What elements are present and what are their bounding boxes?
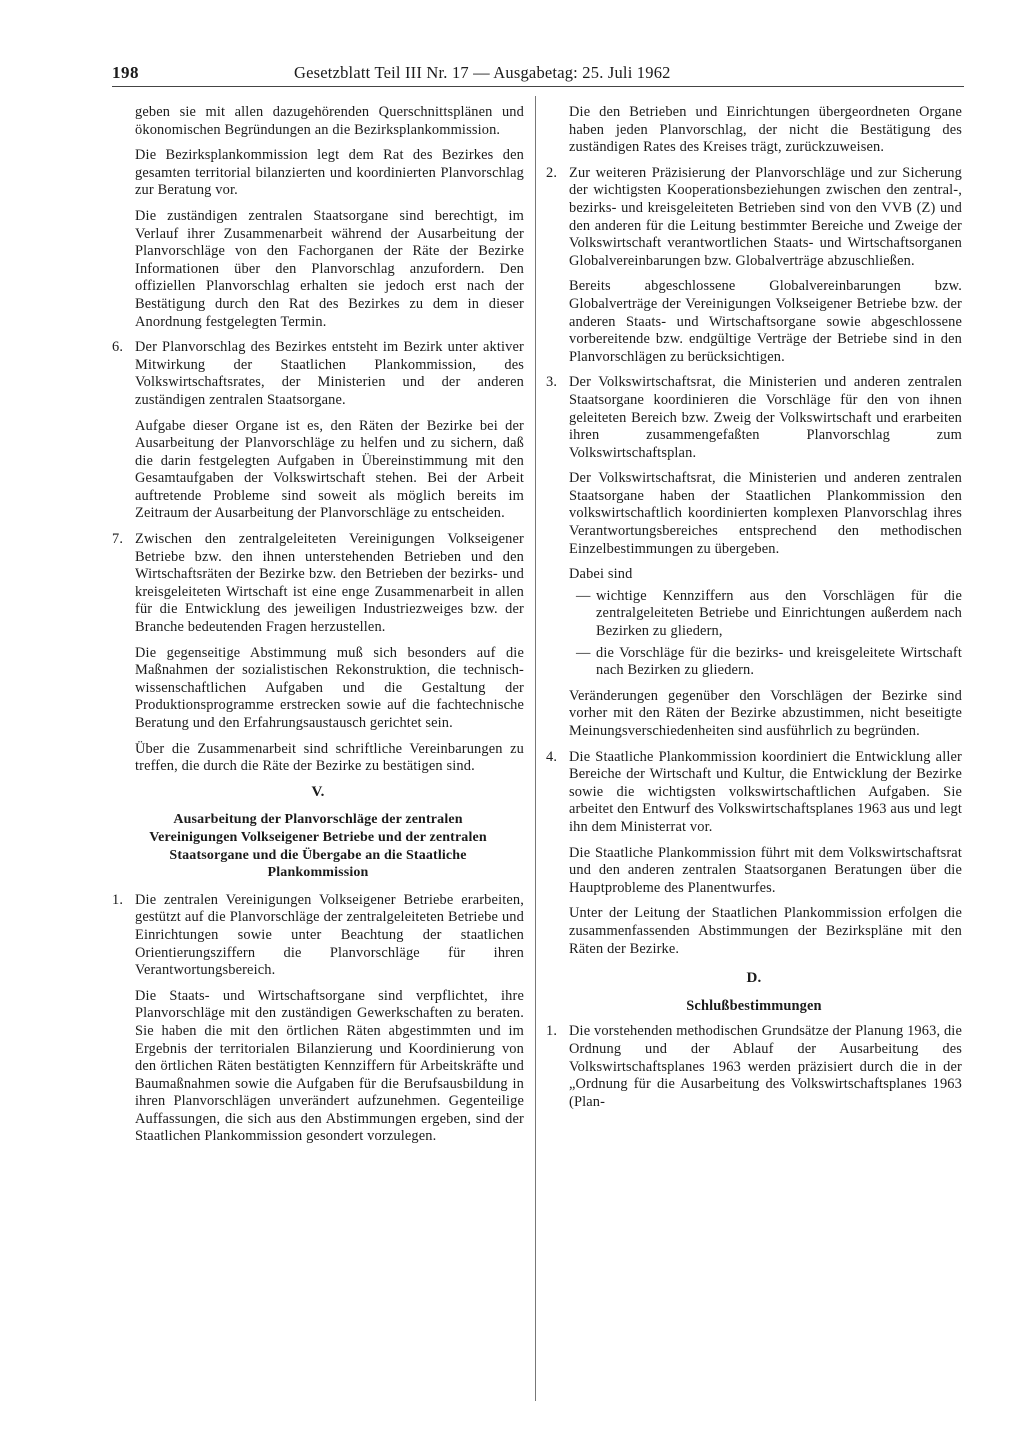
item-number: 3. [546,374,558,391]
paragraph: geben sie mit allen dazugehörenden Querschnittsplänen und ökonomischen Begründungen an die Bezirksplankommission. [135,104,524,138]
numbered-item-d1 [546,1023,962,1111]
paragraph: Veränderungen gegenüber den Vorschlägen der Bezirke sind vorher mit den Räten der Bezirke abzustimmen, nicht beseitigte Meinungsverschiedenheiten sind ausführlich zu begründen. [569,687,962,739]
paragraph: Die Staatliche Plankommission koordiniert die Entwicklung aller Bereiche der Wirtschaft und Kultur, die Entwicklung der Bezirke sowie die wichtigsten volkswirtschaftlichen Aufgaben. Sie arbeitet den Entwurf des Volkswirtschaftsplanes 1963 aus und legt ihn dem Ministerrat vor. [569,748,962,835]
paragraph: Dabei sind [569,566,633,583]
item-number: 1. [112,891,124,908]
section-number: V. [311,783,325,800]
page-header [112,60,964,87]
item-number: 6. [112,339,124,356]
dash-list-item [546,645,962,680]
page-number: 198 [112,63,139,82]
numbered-item-7 [112,531,524,776]
numbered-item-v1 [112,892,524,1146]
paragraph: Die Staatliche Plankommission führt mit dem Volkswirtschaftsrat und den anderen zentralen Staatsorganen Beratungen über die Hauptprobleme des Planentwurfes. [569,844,962,896]
right-column [546,104,962,1119]
section-heading-line: Plankommission [267,865,369,881]
numbered-item-6 [112,339,524,523]
left-column [112,104,524,1154]
paragraph: Aufgabe dieser Organe ist es, den Räten der Bezirke bei der Ausarbeitung der Planvorschläge zu helfen und zu sichern, daß die darin festgelegten Aufgaben in Übereinstimmung mit den Gesamtaufgaben der Volkswirtschaft stehen. Bei der Arbeit auftretende Probleme sind soweit als möglich bereits im Zeitraum der Ausarbeitung der Planvorschläge zu entscheiden. [135,417,524,522]
column-divider [535,96,536,1401]
paragraph: Die Staats- und Wirtschaftsorgane sind verpflichtet, ihre Planvorschläge mit den zuständigen Gewerkschaften zu beraten. Sie haben die mit den örtlichen Räten abgestimmten und im Ergebnis der territorialen Bilanzierung und Koordinierung von den örtlichen Räten bestätigten Kennziffern für Arbeitskräfte und Baumaßnahmen sowie die Aufgaben für die Berufsausbildung in ihren Planvorschlägen unverändert aufzunehmen. Gegenteilige Auffassungen, die sich aus den Abstimmungen ergeben, sind der Staatlichen Plankommission gesondert vorzulegen. [135,987,524,1145]
dash-marker: — [576,587,591,604]
item-number: 1. [546,1023,558,1040]
section-heading-line: Staatsorgane und die Übergabe an die Staatliche [169,847,467,863]
paragraph: Der Volkswirtschaftsrat, die Ministerien und anderen zentralen Staatsorgane haben der Staatlichen Plankommission den volkswirtschaftlich koordinierten komplexen Planvorschlag ihres Verantwortungsbereiches entsprechend den methodischen Einzelbestimmungen zu übergeben. [569,470,962,557]
section-letter: D. [746,970,762,987]
item-number: 7. [112,531,124,548]
dash-text: wichtige Kennziffern aus den Vorschlägen für die zentralgeleiteten Betriebe und Einrichtungen außerdem nach Bezirken zu gliedern, [596,587,962,640]
running-title: Gesetzblatt Teil III Nr. 17 — Ausgabetag: 25. Juli 1962 [294,63,671,82]
section-heading-line: Vereinigungen Volkseigener Betriebe und der zentralen [149,829,487,845]
section-heading: Schlußbestimmungen [686,997,822,1014]
paragraph: Unter der Leitung der Staatlichen Plankommission erfolgen die zusammenfassenden Abstimmungen der Bezirkspläne mit den Räten der Bezirke. [569,905,962,957]
paragraph: Der Volkswirtschaftsrat, die Ministerien und anderen zentralen Staatsorgane koordinieren die Vorschläge für den von ihnen geleiteten Bereich bzw. Zweig der Volkswirtschaft und erarbeiten ihren zusammengefaßten Planvorschlag zum Volkswirtschaftsplan. [569,374,962,461]
paragraph: Die zuständigen zentralen Staatsorgane sind berechtigt, im Verlauf ihrer Zusammenarbeit während der Ausarbeitung der Planvorschläge von den Fachorganen der Räte der Bezirke Informationen über den Planvorschlag anzufordern. Den offiziellen Planvorschlag erhalten sie jedoch erst nach der Bestätigung durch den Rat des Bezirkes zu dem in dieser Anordnung festgelegten Termin. [135,207,524,330]
paragraph: Über die Zusammenarbeit sind schriftliche Vereinbarungen zu treffen, die durch die Räte der Bezirke zu bestätigen sind. [135,740,524,775]
paragraph: Zur weiteren Präzisierung der Planvorschläge und zur Sicherung der wichtigsten Kooperationsbeziehungen zwischen den zentral-, bezirks- und kreisgeleiteten Betrieben sind von den VVB (Z) und den anderen für die Leitung bestimmter Bereiche und Zweige der Volkswirtschaft verantwortlichen Staats- und Wirtschaftsorganen Globalvereinbarungen bzw. Globalverträge abzuschließen. [569,164,962,269]
section-heading-line: Ausarbeitung der Planvorschläge der zentralen [173,812,463,828]
paragraph: Die den Betrieben und Einrichtungen übergeordneten Organe haben jeden Planvorschlag, der nicht die Bestätigung des zuständigen Rates des Kreises trägt, zurückzuweisen. [569,104,962,156]
numbered-item-4 [546,749,962,959]
numbered-item-2 [546,165,962,367]
paragraph: Die vorstehenden methodischen Grundsätze der Planung 1963, die Ordnung und der Ablauf der Ausarbeitung des Volkswirtschaftsplanes 1963 werden präzisiert durch die in der „Ordnung für die Ausarbeitung des Volkswirtschaftsplanes 1963 (Plan- [569,1023,962,1110]
dash-text: die Vorschläge für die bezirks- und kreisgeleitete Wirtschaft nach Bezirken zu gliedern. [596,644,962,679]
paragraph: Die Bezirksplankommission legt dem Rat des Bezirkes den gesamten territorial bilanzierten und koordinierten Planvorschlag zur Beratung vor. [135,147,524,199]
paragraph: Die gegenseitige Abstimmung muß sich besonders auf die Maßnahmen der sozialistischen Rekonstruktion, die technisch-wissenschaftlichen Aufgaben und die Gestaltung der Produktionsprogramme erstrecken sowie auf die fachtechnische Beratung und den Erfahrungsaustausch gerichtet sein. [135,644,524,731]
item-number: 4. [546,748,558,765]
paragraph: Der Planvorschlag des Bezirkes entsteht im Bezirk unter aktiver Mitwirkung der Staatlichen Plankommission, des Volkswirtschaftsrates, der Ministerien und der anderen zuständigen zentralen Staatsorgane. [135,339,524,408]
numbered-item-3 [546,374,962,740]
section-heading [112,811,524,881]
item-number: 2. [546,164,558,181]
dash-marker: — [576,644,591,661]
dash-list-item [546,588,962,641]
paragraph: Zwischen den zentralgeleiteten Vereinigungen Volkseigener Betriebe bzw. den ihnen unterstehenden Betrieben und den Wirtschaftsräten der Bezirke bzw. den Betrieben der bezirks- und kreisgeleiteten Wirtschaft ist eine enge Zusammenarbeit in allen für die Entwicklung des jeweiligen Industriezweiges bzw. der Branche bedeutenden Fragen herzustellen. [135,531,524,636]
paragraph: Bereits abgeschlossene Globalvereinbarungen bzw. Globalverträge der Vereinigungen Volkseigener Betriebe bzw. der anderen Staats- und Wirtschaftsorgane sowie abgeschlossene vorbereitende bzw. endgültige Verträge der Betriebe sind in den Planvorschlägen zu berücksichtigen. [569,278,962,365]
paragraph: Die zentralen Vereinigungen Volkseigener Betriebe erarbeiten, gestützt auf die Planvorschläge der zentralgeleiteten Betriebe und Einrichtungen sowie unter Beachtung der staatlichen Orientierungsziffern die Planvorschläge für ihren Verantwortungsbereich. [135,891,524,979]
